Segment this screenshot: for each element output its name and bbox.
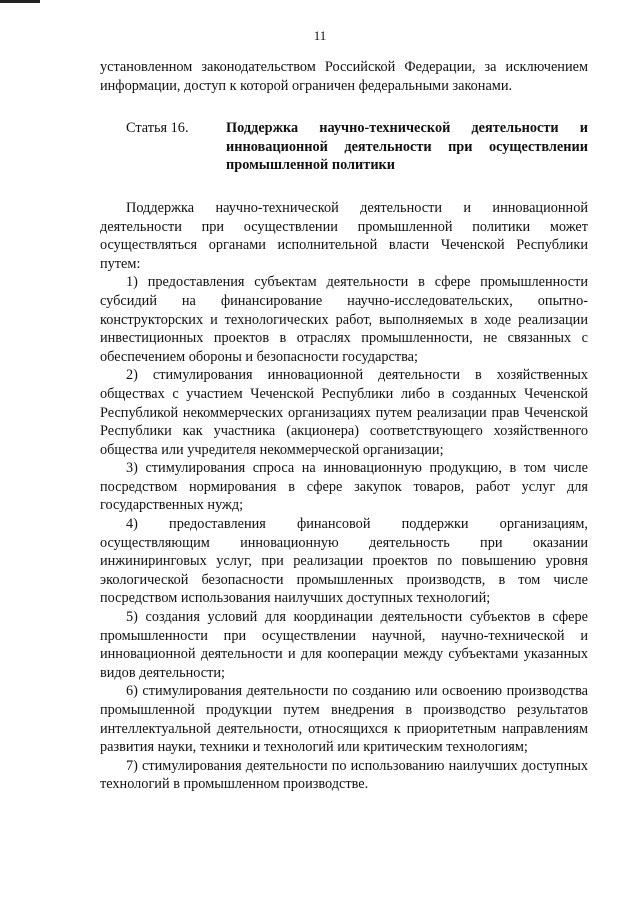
list-item-1: 1) предоставления субъектам деятельности в сфере промышленности субсидий на финансирование научно-исследовательских, опытно-конструкторских и технологических работ, выполняемых в ходе реализации инвестиционных проектов в отраслях промышленности, не связанных с обеспечением обороны и безопасности государства; bbox=[100, 274, 588, 365]
article-label: Статья 16. bbox=[126, 120, 189, 137]
list-item-2: 2) стимулирования инновационной деятельности в хозяйственных обществах с участием Чеченской Республики либо в созданных Чеченской Республикой некоммерческих организациях путем реализации прав Чеченской Республики как участника (акционера) соответствующего хозяйственного общества или учредителя некоммерческой организации; bbox=[100, 367, 588, 458]
page-number: 11 bbox=[313, 28, 327, 43]
intro-paragraph: установленном законодательством Российской Федерации, за исключением информации, доступ к которой ограничен федеральными законами. bbox=[100, 59, 588, 94]
list-item-3: 3) стимулирования спроса на инновационную продукцию, в том числе посредством нормирования в сфере закупок товаров, работ услуг для государственных нужд; bbox=[100, 460, 588, 514]
article-heading bbox=[100, 119, 588, 175]
lead-paragraph: Поддержка научно-технической деятельности и инновационной деятельности при осуществлении промышленной политики может осуществляться органами исполнительной власти Чеченской Республики путем: bbox=[100, 199, 588, 272]
list-item-4: 4) предоставления финансовой поддержки организациям, осуществляющим инновационную деятельность при оказании инжиниринговых услуг, при реализации проектов по повышению уровня экологической безопасности промышленных производств, в том числе посредством использования наилучших доступных технологий; bbox=[100, 516, 588, 607]
list-item-7: 7) стимулирования деятельности по использованию наилучших доступных технологий в промышленном производстве. bbox=[100, 757, 588, 793]
document-body bbox=[100, 58, 588, 794]
scan-edge-mark bbox=[0, 0, 40, 3]
list-item-6: 6) стимулирования деятельности по созданию или освоению производства промышленной продукции путем внедрения в производство результатов интеллектуальной деятельности, относящихся к приоритетным направлениям развития науки, техники и технологий или критическим технологиям; bbox=[100, 683, 588, 756]
list-item-5: 5) создания условий для координации деятельности субъектов в сфере промышленности при осуществлении научной, научно-технической и инновационной деятельности и для кооперации между субъектами указанных видов деятельности; bbox=[100, 609, 588, 681]
article-title: Поддержка научно-технической деятельности и инновационной деятельности при осуществлении промышленной политики bbox=[226, 120, 588, 174]
